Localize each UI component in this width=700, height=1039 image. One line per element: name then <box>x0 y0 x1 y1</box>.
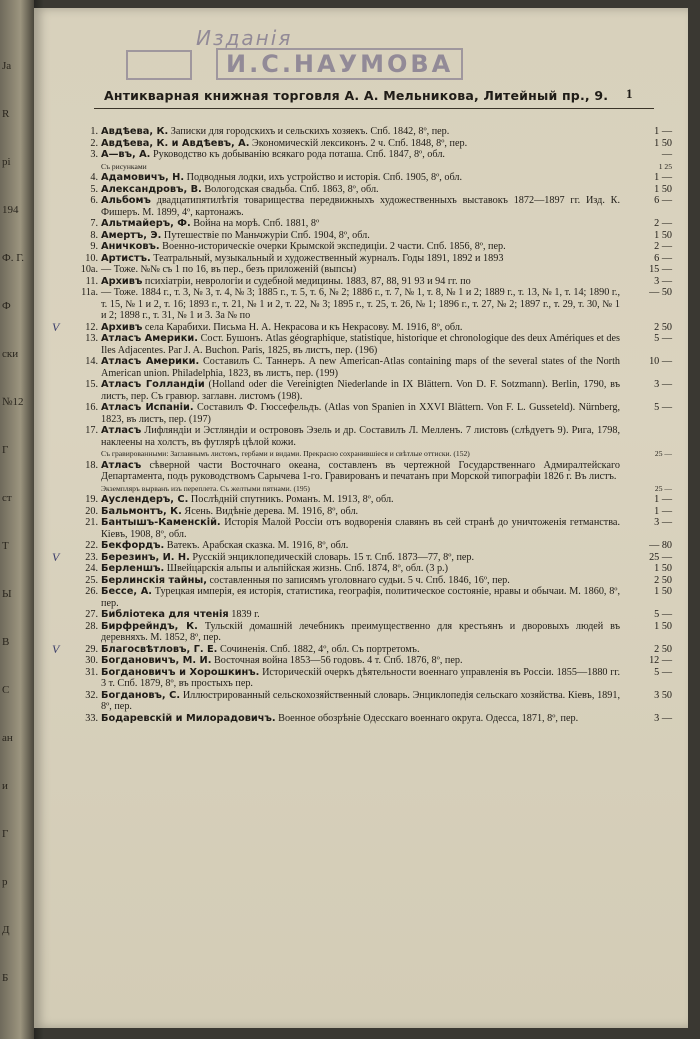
entry-description <box>101 655 620 667</box>
entry-text: Руководство къ добыванію всякаго рода поташа. Спб. 1847, 8º, обл. <box>152 149 445 160</box>
pencil-check-mark <box>52 264 74 276</box>
catalog-entry <box>52 667 672 690</box>
catalog-entry <box>52 126 672 138</box>
entry-author: А—въ, А. <box>101 149 151 160</box>
entry-text: Исторія Малой Россіи отъ водворенія славянъ въ сей странѣ до уничтоженія гетманства. Кіевъ, 1908, 8º, обл. <box>101 517 620 540</box>
facing-page-edge <box>0 0 34 1039</box>
pencil-check-mark <box>52 655 74 667</box>
pencil-check-mark <box>52 230 74 242</box>
pencil-check-mark <box>52 425 74 448</box>
catalog-entry <box>52 161 672 173</box>
entry-number: 11а. <box>81 287 98 298</box>
entry-price: 1 50 <box>654 620 672 632</box>
pencil-check-mark <box>52 609 74 621</box>
entry-text: (Holland oder die Vereinigten Niederlande in IX Blättern. Von D. F. Sotzmann). Berlin, 1790, въ листъ, пер. Съ гравюр. заглавн. листомъ (198). <box>101 379 621 402</box>
entry-text: Сочиненія. Спб. 1882, 4º, обл. Съ портретомъ. <box>219 643 420 655</box>
entry-text: Военное обозрѣніе Одесскаго военнаго округа. Одесса, 1871, 8º, пер. <box>278 712 579 724</box>
entry-author: Библіотека для чтенія <box>101 609 229 620</box>
entry-author: Богдановъ, С. <box>101 689 181 701</box>
entry-author: Бодаревскій и Милорадовичъ. <box>101 712 276 724</box>
entry-price: 3 — <box>654 712 672 724</box>
facing-page-fragment: 194 <box>2 204 19 216</box>
entry-number: 25. <box>85 574 98 586</box>
entry-price: 15 — <box>649 264 672 275</box>
pencil-check-mark <box>52 621 74 644</box>
entry-price: 1 — <box>654 172 672 183</box>
entry-price <box>620 425 672 448</box>
entry-description <box>101 322 620 334</box>
entry-price: 25 — <box>654 483 672 493</box>
catalog-entry <box>52 184 672 196</box>
entry-author: Авдѣева, К. <box>101 126 169 137</box>
entry-number: 27. <box>85 609 98 620</box>
pencil-check-mark <box>52 218 74 230</box>
stamp-line-1: Изданія <box>196 26 293 50</box>
facing-page-fragment: рi <box>2 156 11 168</box>
entry-text: Военно-историческіе очерки Крымской экспедиціи. 2 части. Спб. 1856, 8º, пер. <box>162 241 506 252</box>
page-number: 1 <box>626 86 633 101</box>
entry-price: 5 — <box>654 609 672 620</box>
entry-author: Адамовичъ, Н. <box>101 172 185 183</box>
stamp-line-2: И.С.НАУМОВА <box>216 48 463 80</box>
entry-text: села Карабихи. Письма Н. А. Некрасова и къ Некрасову. М. 1916, 8º, обл. <box>144 321 463 333</box>
entry-number: 4. <box>90 172 98 183</box>
entry-text: Русскій энциклопедическій словарь. 15 т. Спб. 1873—77, 8º, пер. <box>192 551 475 563</box>
entry-price: 1 50 <box>654 229 672 241</box>
entry-number: 26. <box>85 586 98 597</box>
header-rule <box>94 108 654 109</box>
entry-number: 13. <box>85 333 98 344</box>
entry-number: 10а. <box>80 264 98 275</box>
pencil-check-mark <box>52 575 74 587</box>
entry-price: 1 50 <box>654 586 672 597</box>
entry-price: 2 50 <box>654 321 672 333</box>
entry-description <box>101 253 620 265</box>
entry-price: 3 50 <box>654 689 672 701</box>
entry-description <box>101 241 620 253</box>
entry-text: Экономическій лексиконъ. 2 ч. Спб. 1848, 8º, пер. <box>252 137 468 149</box>
catalog-entry <box>52 195 672 218</box>
entry-author: Аничковъ. <box>101 241 160 252</box>
entry-description <box>101 644 620 656</box>
facing-page-fragment: Ja <box>2 60 12 72</box>
entry-description <box>101 149 620 161</box>
entry-number: 11. <box>85 275 98 287</box>
entry-description <box>101 667 620 690</box>
catalog-entry <box>52 356 672 379</box>
facing-page-fragment: Ф. Г. <box>2 252 25 264</box>
entry-text: Записки для городскихъ и сельскихъ хозяекъ. Спб. 1842, 8º, пер. <box>170 126 450 137</box>
facing-page-fragment: Ф <box>2 300 11 312</box>
entry-description <box>101 218 620 230</box>
entry-text: Тульскій домашній лечебникъ преимущественно для крестьянъ и дворовыхъ людей въ деревняхъ. М. 1852, 8º, пер. <box>101 620 621 643</box>
entry-description <box>101 517 620 540</box>
entry-author: Берленшъ. <box>101 563 165 574</box>
catalog-entry <box>52 172 672 184</box>
entry-description <box>101 287 620 322</box>
catalog-entry <box>52 402 672 425</box>
catalog-entry <box>52 540 672 552</box>
entry-number: 14. <box>85 356 98 367</box>
entry-author: Альтмайеръ, Ф. <box>101 218 191 229</box>
pencil-check-mark <box>52 287 74 322</box>
catalog-entry <box>52 563 672 575</box>
entry-author: Артистъ. <box>101 252 151 264</box>
catalog-entry <box>52 586 672 609</box>
entry-price: 25 — <box>649 551 672 563</box>
entry-text: Съ гравированными: Заглавнымъ листомъ, гербами и видами. Прекрасно сохранившіеся и свѣтлые оттиски. (152) <box>101 449 470 458</box>
catalog-entry <box>52 149 672 161</box>
entry-description <box>101 230 620 242</box>
facing-page-fragment: Г <box>2 444 9 456</box>
entry-number: 15. <box>85 379 98 390</box>
entry-text: Иллюстрированный сельскохозяйственный словарь. Энциклопедія сельскаго хозяйства. Кіевъ, 1891, 8º, пер. <box>101 689 620 712</box>
entry-price: 6 — <box>654 195 672 206</box>
entry-text: Историческій очеркъ дѣятельности военнаго управленія въ Россіи. 1855—1880 гг. 3 т. Спб. 1879, 8º, въ простыхъ пер. <box>101 666 620 689</box>
entry-author: Атласъ Америки. <box>101 356 200 367</box>
facing-page-fragment: ан <box>2 732 13 744</box>
entry-number: 1. <box>90 126 98 137</box>
entry-text: — Тоже. 1884 г., т. 3, № 3, т. 4, № 3; 1885 г., т. 5, т. 6, № 2; 1886 г., т. 7, № 1, т. 8, № 1 и 2; 1889 г., т. 13, № 1, т. 14; 1890 г., т. 15, № 1 и 2, т. 16; 1893 г., т. 21, № 1 и 2, т. 22, № 3; 1895 г., т. 25, т. 26, № 1; 1896 г., т. 27, № 2; 1897 г., т. 29, т. 30, № 1 и 2; 1898 г., т. 31, № 1 и 3. За № по <box>101 287 620 321</box>
entry-author: Бессе, А. <box>101 586 152 597</box>
catalog-entry <box>52 494 672 506</box>
catalog-entry <box>52 264 672 276</box>
stamp-logo-icon <box>126 50 192 80</box>
entry-author: Богдановичъ и Хорошкинъ. <box>101 666 260 678</box>
entry-author: Богдановичъ, М. И. <box>101 655 212 666</box>
facing-page-fragment: ст <box>2 492 12 504</box>
entry-text: Ясень. Видѣніе дерева. М. 1916, 8º, обл. <box>184 505 359 517</box>
facing-page-fragment: р <box>2 876 8 888</box>
catalog-entry <box>52 621 672 644</box>
entry-price: 3 — <box>654 379 672 390</box>
entry-description <box>101 195 620 218</box>
catalog-entry <box>52 287 672 322</box>
catalog-page <box>34 8 688 1028</box>
pencil-check-mark <box>52 172 74 184</box>
entry-author: Атласъ <box>101 459 142 471</box>
catalog-entry <box>52 230 672 242</box>
catalog-entry <box>52 425 672 448</box>
entry-price: — 50 <box>649 287 672 298</box>
entry-author: Атласъ Голландіи <box>101 379 205 390</box>
entry-text: 1839 г. <box>231 609 260 620</box>
entry-number: 16. <box>85 402 98 413</box>
entry-number: 24. <box>85 563 98 574</box>
entry-author: Бекфордъ. <box>101 540 165 551</box>
facing-page-fragment: Г <box>2 828 9 840</box>
catalog-entry <box>52 690 672 713</box>
entry-description <box>101 172 620 184</box>
pencil-check-mark <box>52 149 74 161</box>
entry-number: 28. <box>85 620 98 632</box>
entry-description <box>101 161 620 173</box>
facing-page-fragment: Т <box>2 540 9 552</box>
pencil-check-mark <box>52 506 74 518</box>
entry-price: 5 — <box>654 666 672 678</box>
pencil-check-mark <box>52 517 74 540</box>
facing-page-fragment: Д <box>2 924 10 936</box>
pencil-check-mark <box>52 195 74 218</box>
entry-number: 33. <box>85 712 98 724</box>
pencil-check-mark <box>52 402 74 425</box>
entry-text: психіатріи, неврологіи и судебной медицины. 1883, 87, 88, 91 93 и 94 гг. по <box>144 275 471 287</box>
entry-price: 1 — <box>654 126 672 137</box>
facing-page-fragment: №12 <box>2 396 24 408</box>
entry-text: Война на морѣ. Спб. 1881, 8º <box>193 218 320 229</box>
library-stamp <box>126 26 476 78</box>
pencil-check-mark <box>52 563 74 575</box>
entry-description <box>101 690 620 713</box>
catalog-entry <box>52 276 672 288</box>
entry-price: 1 50 <box>654 563 672 574</box>
pencil-check-mark <box>52 586 74 609</box>
entry-number: 6. <box>90 195 98 206</box>
entry-description <box>101 402 620 425</box>
pencil-check-mark <box>52 253 74 265</box>
entry-description <box>101 713 620 725</box>
entry-author: Ауслендеръ, С. <box>101 494 189 505</box>
entry-author: Атласъ Америки. <box>101 333 198 344</box>
entry-number: 17. <box>85 425 98 436</box>
entry-number: 12. <box>85 321 98 333</box>
entry-description <box>101 575 620 587</box>
catalog-entry <box>52 575 672 587</box>
entry-number: 31. <box>85 666 98 678</box>
pencil-check-mark <box>52 690 74 713</box>
entry-number: 18. <box>85 459 98 471</box>
entry-number: 2. <box>90 137 98 149</box>
entry-number: 3. <box>90 149 98 160</box>
entry-author: Атласъ Испаніи. <box>101 402 194 413</box>
catalog-entry <box>52 333 672 356</box>
entry-description <box>101 460 620 483</box>
entry-description <box>101 494 620 506</box>
entry-author: Бантышъ-Каменскій. <box>101 517 221 528</box>
pencil-check-mark <box>52 356 74 379</box>
entry-text: Театральный, музыкальный и художественный журналъ. Годы 1891, 1892 и 1893 <box>153 252 504 264</box>
entry-author: Архивъ <box>101 275 143 287</box>
entry-number: 32. <box>85 689 98 701</box>
entry-price: 12 — <box>649 655 672 666</box>
facing-page-fragment: В <box>2 636 10 648</box>
catalog-entry <box>52 253 672 265</box>
catalog-entry <box>52 517 672 540</box>
page-header: Антикварная книжная торговля А. А. Мельникова, Литейный пр., 9. <box>104 88 609 103</box>
entry-text: Лифляндіи и Эстляндіи и острововъ Эзель и др. Составилъ Л. Мелленъ. 7 листовъ (слѣдуетъ 9). Рига, 1798, наклеены на холстъ, въ футлярѣ цѣлой кожи. <box>101 425 621 448</box>
entry-description <box>101 563 620 575</box>
entry-author: Атласъ <box>101 425 142 436</box>
entry-description <box>101 126 620 138</box>
entry-price: 5 — <box>654 402 672 413</box>
facing-page-fragment: R <box>2 108 10 120</box>
entry-price: 1 50 <box>654 183 672 195</box>
pencil-check-mark <box>52 241 74 253</box>
facing-page-fragment: Б <box>2 972 9 984</box>
pencil-check-mark <box>52 126 74 138</box>
entry-text: сѣверной части Восточнаго океана, составленъ въ чертежной Государственнаго Адмиралтейскаго Департамента, подъ руководствомъ Сарычева 1-го. Гравированъ и печатанъ при Морской типографіи 1826 г. Въ листъ. <box>101 459 621 482</box>
entry-price: 10 — <box>649 356 672 367</box>
catalog-entry <box>52 506 672 518</box>
entry-text: Восточная война 1853—56 годовъ. 4 т. Спб. 1876, 8º, пер. <box>213 655 463 666</box>
entry-text: Сост. Бушонъ. Atlas géographique, statistique, historique et chronologique des deux Amériques et des Iles Adjacentes. Par J. A. Buchon. Paris, 1825, въ листъ, пер. (196) <box>101 333 620 356</box>
pencil-check-mark: V <box>52 641 60 656</box>
entry-price: — 80 <box>649 540 672 551</box>
entry-price: 2 50 <box>654 643 672 655</box>
entry-description <box>101 448 620 460</box>
entry-price: 1 50 <box>654 137 672 149</box>
catalog-entry <box>52 713 672 725</box>
catalog-entry <box>52 218 672 230</box>
entry-author: Авдѣева, К. и Авдѣевъ, А. <box>101 137 250 149</box>
entry-text: двадцатипятилѣтія товарищества передвижныхъ художественныхъ выставокъ 1872—1897 гг. Изд. К. Фишеръ. М. 1899, 4º, картонажъ. <box>101 195 620 218</box>
facing-page-fragment: Ы <box>2 588 12 600</box>
entry-description <box>101 425 620 448</box>
pencil-check-mark <box>52 494 74 506</box>
catalog-list <box>52 126 672 724</box>
entry-number: 23. <box>85 551 98 563</box>
entry-text: Турецкая имперія, ея исторія, статистика, географія, политическое состояніе, нравы и обычаи. М. 1860, 8º, пер. <box>101 586 621 609</box>
catalog-entry <box>52 138 672 150</box>
entry-description <box>101 506 620 518</box>
entry-author: Александровъ, В. <box>101 183 202 195</box>
pencil-check-mark <box>52 379 74 402</box>
pencil-check-mark <box>52 667 74 690</box>
catalog-entry <box>52 549 672 564</box>
entry-text: — Тоже. №№ съ 1 по 16, въ пер., безъ приложеній (выпсы) <box>101 264 357 275</box>
entry-text: Вологодская свадьба. Спб. 1863, 8º, обл. <box>204 183 379 195</box>
entry-price: 2 50 <box>654 574 672 586</box>
entry-author: Бальмонтъ, К. <box>101 505 182 517</box>
entry-number: 9. <box>90 241 98 252</box>
facing-page-fragment: и <box>2 780 8 792</box>
entry-number: 30. <box>85 655 98 666</box>
entry-price: 1 25 <box>658 161 672 171</box>
entry-price: 1 — <box>654 505 672 517</box>
entry-author: Березинъ, И. Н. <box>101 551 190 563</box>
catalog-entry <box>52 319 672 334</box>
entry-author: Альбомъ <box>101 195 151 206</box>
entry-text: Составилъ Ф. Гюссефельдъ. (Atlas von Spanien in XXVI Blättern. Von F. L. Gusseteld). Nürnberg, 1823, въ листъ, пер. (197) <box>101 402 621 425</box>
entry-number: 21. <box>85 517 98 528</box>
catalog-entry <box>52 641 672 656</box>
entry-number: 8. <box>90 229 98 241</box>
entry-text: Экземпляръ вырванъ изъ переплета. Съ желтыми пятнами. (195) <box>101 483 310 493</box>
entry-price: 3 — <box>654 517 672 528</box>
entry-text: Подводныя лодки, ихъ устройство и исторія. Спб. 1905, 8º, обл. <box>186 172 463 183</box>
pencil-check-mark <box>52 460 74 483</box>
entry-text: Путешествіе по Маньчжуріи Спб. 1904, 8º, обл. <box>163 229 370 241</box>
entry-number: 29. <box>85 643 98 655</box>
catalog-entry <box>52 460 672 483</box>
pencil-check-mark <box>52 713 74 725</box>
entry-price: 1 — <box>654 494 672 505</box>
entry-author: Архивъ <box>101 321 143 333</box>
entry-number <box>74 161 101 173</box>
pencil-check-mark <box>52 138 74 150</box>
entry-price: 5 — <box>654 333 672 344</box>
entry-number: 7. <box>90 218 98 229</box>
entry-author: Благосвѣтловъ, Г. Е. <box>101 643 218 655</box>
entry-price <box>620 460 672 483</box>
entry-description <box>101 586 620 609</box>
entry-description <box>101 621 620 644</box>
pencil-check-mark <box>52 276 74 288</box>
facing-page-fragment: С <box>2 684 10 696</box>
pencil-check-mark <box>52 333 74 356</box>
facing-page-fragment: ски <box>2 348 19 360</box>
entry-author: Бирфрейндъ, К. <box>101 620 198 632</box>
entry-number: 5. <box>90 183 98 195</box>
entry-description <box>101 540 620 552</box>
entry-author: Амертъ, Э. <box>101 229 162 241</box>
entry-description <box>101 552 620 564</box>
entry-description <box>101 356 620 379</box>
catalog-entry <box>52 241 672 253</box>
entry-description <box>101 609 620 621</box>
entry-number: 10. <box>85 252 98 264</box>
catalog-entry <box>52 483 672 495</box>
pencil-check-mark: V <box>52 549 60 564</box>
catalog-entry <box>52 379 672 402</box>
catalog-entry <box>52 609 672 621</box>
entry-text: Составилъ С. Таннеръ. A new American-Atlas containing maps of the several states of the North American union. Philadelphia, 1823, въ листъ, пер. (199) <box>101 356 620 379</box>
catalog-entry <box>52 655 672 667</box>
entry-description <box>101 264 620 276</box>
entry-price: 2 — <box>654 241 672 252</box>
entry-price: 6 — <box>654 252 672 264</box>
entry-description <box>101 138 620 150</box>
entry-description <box>101 483 620 495</box>
entry-description <box>101 276 620 288</box>
entry-author: Берлинскія тайны, <box>101 574 207 586</box>
entry-text: Послѣдній спутникъ. Романъ. М. 1913, 8º, обл. <box>190 494 394 505</box>
entry-description <box>101 184 620 196</box>
pencil-check-mark <box>52 161 74 173</box>
entry-price: 2 — <box>654 218 672 229</box>
pencil-check-mark <box>52 483 74 495</box>
entry-number <box>74 483 101 495</box>
entry-text: составленныя по записямъ уголовнаго судьи. 5 ч. Спб. 1846, 16º, пер. <box>209 574 510 586</box>
pencil-check-mark: V <box>52 319 60 334</box>
entry-text: Швейцарскія альпы и альпійская жизнь. Спб. 1874, 8º, обл. (3 р.) <box>166 563 448 574</box>
entry-price: 3 — <box>654 275 672 287</box>
entry-description <box>101 333 620 356</box>
entry-number: 20. <box>85 505 98 517</box>
entry-description <box>101 379 620 402</box>
pencil-check-mark <box>52 448 74 460</box>
catalog-entry <box>52 448 672 460</box>
entry-text: Съ рисунками <box>101 161 147 171</box>
entry-number <box>74 448 101 460</box>
entry-price: 25 — <box>654 449 672 458</box>
pencil-check-mark <box>52 184 74 196</box>
entry-price: — <box>661 149 672 160</box>
entry-number: 19. <box>85 494 98 505</box>
entry-number: 22. <box>85 540 98 551</box>
entry-text: Ватекъ. Арабская сказка. М. 1916, 8º, обл. <box>166 540 349 551</box>
